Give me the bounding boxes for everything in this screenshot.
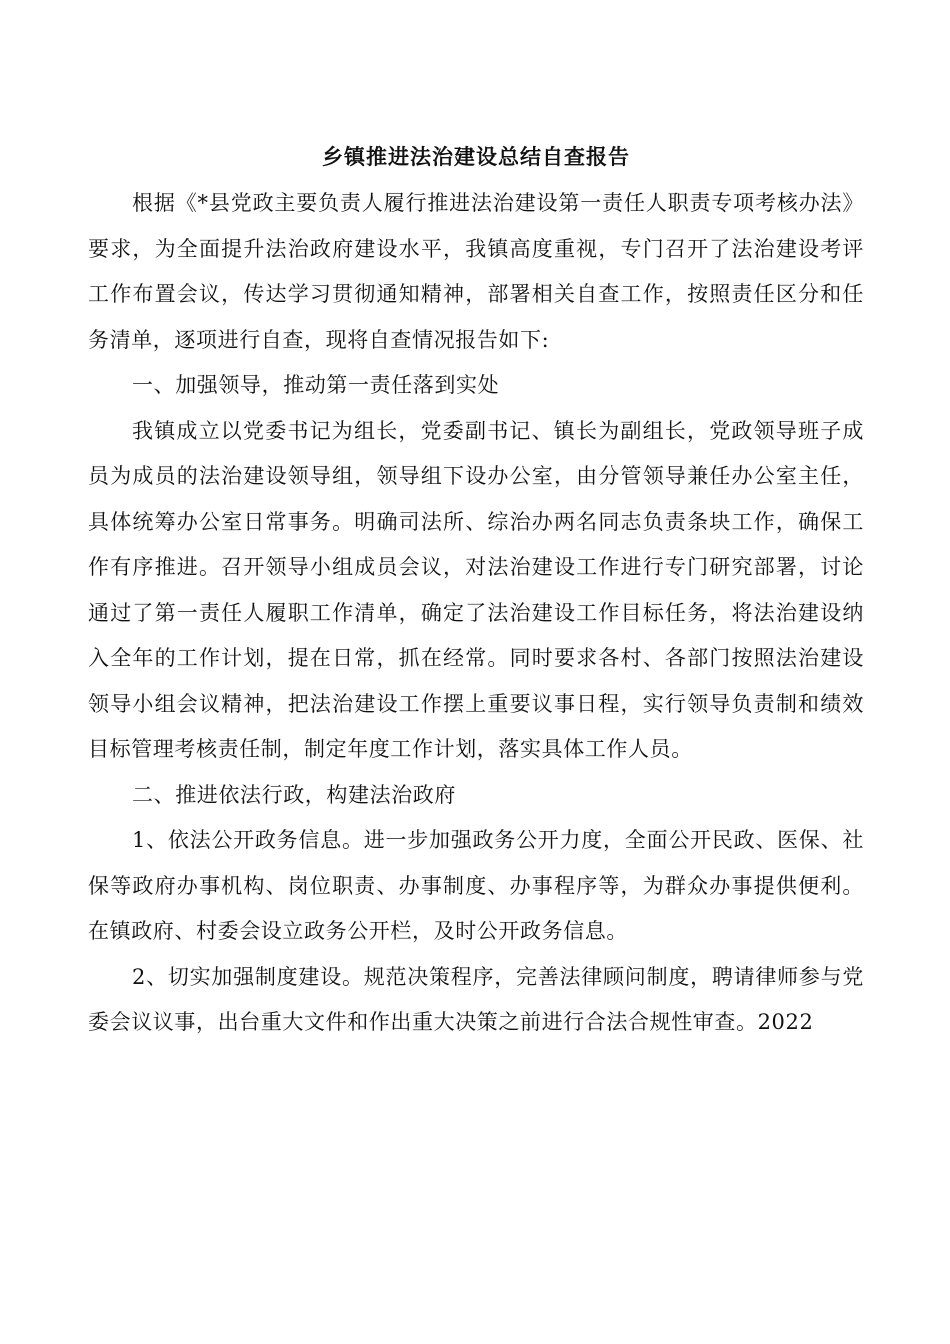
paragraph-intro: 根据《*县党政主要负责人履行推进法治建设第一责任人职责专项考核办法》要求，为全面提升法治政府建设水平，我镇高度重视，专门召开了法治建设考评工作布置会议，传达学习贯彻通知精神，部署相关自查工作，按照责任区分和任务清单，逐项进行自查，现将自查情况报告如下: bbox=[88, 191, 864, 352]
document-body bbox=[88, 181, 864, 1046]
section-heading-2: 二、推进依法行政，构建法治政府 bbox=[132, 782, 456, 807]
paragraph-item-2: 2、切实加强制度建设。规范决策程序，完善法律顾问制度，聘请律师参与党委会议议事，出台重大文件和作出重大决策之前进行合法合规性审查。2022 bbox=[88, 964, 864, 1034]
document-title: 乡镇推进法治建设总结自查报告 bbox=[322, 144, 630, 169]
paragraph-item-1: 1、依法公开政务信息。进一步加强政务公开力度，全面公开民政、医保、社保等政府办事机构、岗位职责、办事制度、办事程序等，为群众办事提供便利。在镇政府、村委会设立政务公开栏，及时公开政务信息。 bbox=[88, 828, 864, 943]
paragraph-leadership: 我镇成立以党委书记为组长，党委副书记、镇长为副组长，党政领导班子成员为成员的法治建设领导组，领导组下设办公室，由分管领导兼任办公室主任，具体统筹办公室日常事务。明确司法所、综治办两名同志负责条块工作，确保工作有序推进。召开领导小组成员会议，对法治建设工作进行专门研究部署，讨论通过了第一责任人履职工作清单，确定了法治建设工作目标任务，将法治建设纳入全年的工作计划，提在日常，抓在经常。同时要求各村、各部门按照法治建设领导小组会议精神，把法治建设工作摆上重要议事日程，实行领导负责制和绩效目标管理考核责任制，制定年度工作计划，落实具体工作人员。 bbox=[88, 418, 864, 761]
section-heading-1: 一、加强领导，推动第一责任落到实处 bbox=[132, 373, 500, 397]
